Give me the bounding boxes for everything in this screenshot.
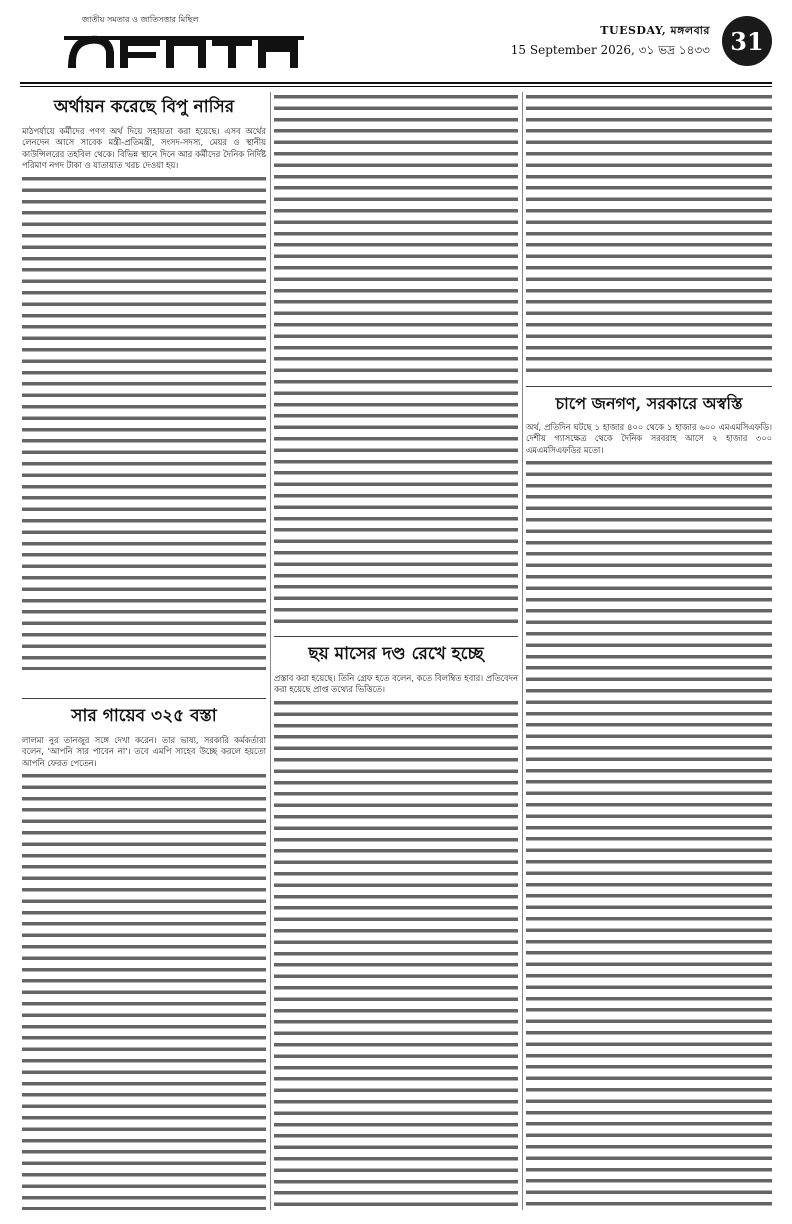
story-separator bbox=[22, 698, 266, 699]
column-3 bbox=[526, 92, 772, 1210]
story-body-text bbox=[274, 698, 518, 1210]
column-divider bbox=[270, 92, 271, 1210]
masthead-rule bbox=[20, 82, 772, 84]
story-headline: সার গায়েব ৩২৫ বস্তা bbox=[71, 706, 217, 726]
story-body-text bbox=[22, 771, 266, 1210]
story-headline: চাপে জনগণ, সরকারে অস্বস্তি bbox=[555, 394, 743, 413]
masthead bbox=[20, 14, 772, 80]
story-body-text bbox=[526, 92, 772, 374]
masthead-tagline: জাতীয় সমতার ও জাতিসত্তার মিছিল bbox=[82, 15, 199, 24]
newspaper-logo bbox=[60, 22, 320, 78]
story-body-text bbox=[274, 92, 518, 626]
story-headline: ছয় মাসের দণ্ড রেখে হচ্ছে bbox=[308, 644, 484, 664]
story-lead: অর্থ, প্রতিদিন ঘটছে ১ হাজার ৪০০ থেকে ১ হাজার ৬০০ এমএমসিএফডি। দেশীয় গ্যাসক্ষেত্র থেকে দৈনিক সরবরাহ আসে ২ হাজার ৩০০ এমএমসিএফডির মতো। bbox=[526, 422, 772, 455]
masthead-day: TUESDAY, মঙ্গলবার bbox=[600, 24, 710, 37]
masthead-rule-thin bbox=[20, 86, 772, 87]
story-separator bbox=[274, 636, 518, 637]
column-1 bbox=[22, 92, 266, 1210]
story-lead: লালমা নুর তানজুর সঙ্গে দেখা করেন। তার ভাষ্য, সরকারি কর্মকর্তারা বলেন, 'আপনি সার পাবেন না'। তবে এমপি সাহেব উচ্ছে করলে হয়তো আপনি ফেরত পেতেন। bbox=[22, 735, 266, 768]
story-headline: অর্থায়ন করেছে বিপু নাসির bbox=[53, 97, 235, 117]
column-2 bbox=[274, 92, 518, 1210]
page-number-badge: 31 bbox=[722, 16, 772, 66]
story-lead: মাঠপর্যায়ে কর্মীদের পণণ অর্থ দিয়ে সহায়তা করা হয়েছে। এসব অর্থের লেনদেন আসে সাবেক মন্ত্রী-প্রতিমন্ত্রী, সংসদ-সদস্য, মেয়র ও স্থানীয় কাউন্সিলরের তহবিল থেকে। বিভিন্ন স্থানে দিনে আর কর্মীদের দৈনিক নির্দিষ্ট পরিমাণ নগদ টাকা ও যাতায়াত খরচ দেওয়া হয়। bbox=[22, 126, 266, 171]
story-body-text bbox=[22, 174, 266, 670]
story-separator bbox=[526, 386, 772, 387]
story-lead: প্রস্তাব করা হয়েছে। তিনি গ্রেফ হতে বলেন, কতে বিলম্বিত হবার। প্রতিবেদন করা হয়েছে প্রাপ্ত তথ্যের ভিত্তিতে। bbox=[274, 673, 518, 695]
story-body-text bbox=[526, 458, 772, 1210]
column-divider bbox=[522, 92, 523, 1210]
masthead-date: 15 September 2026, ৩১ ভদ্র ১৪৩৩ bbox=[510, 43, 710, 57]
